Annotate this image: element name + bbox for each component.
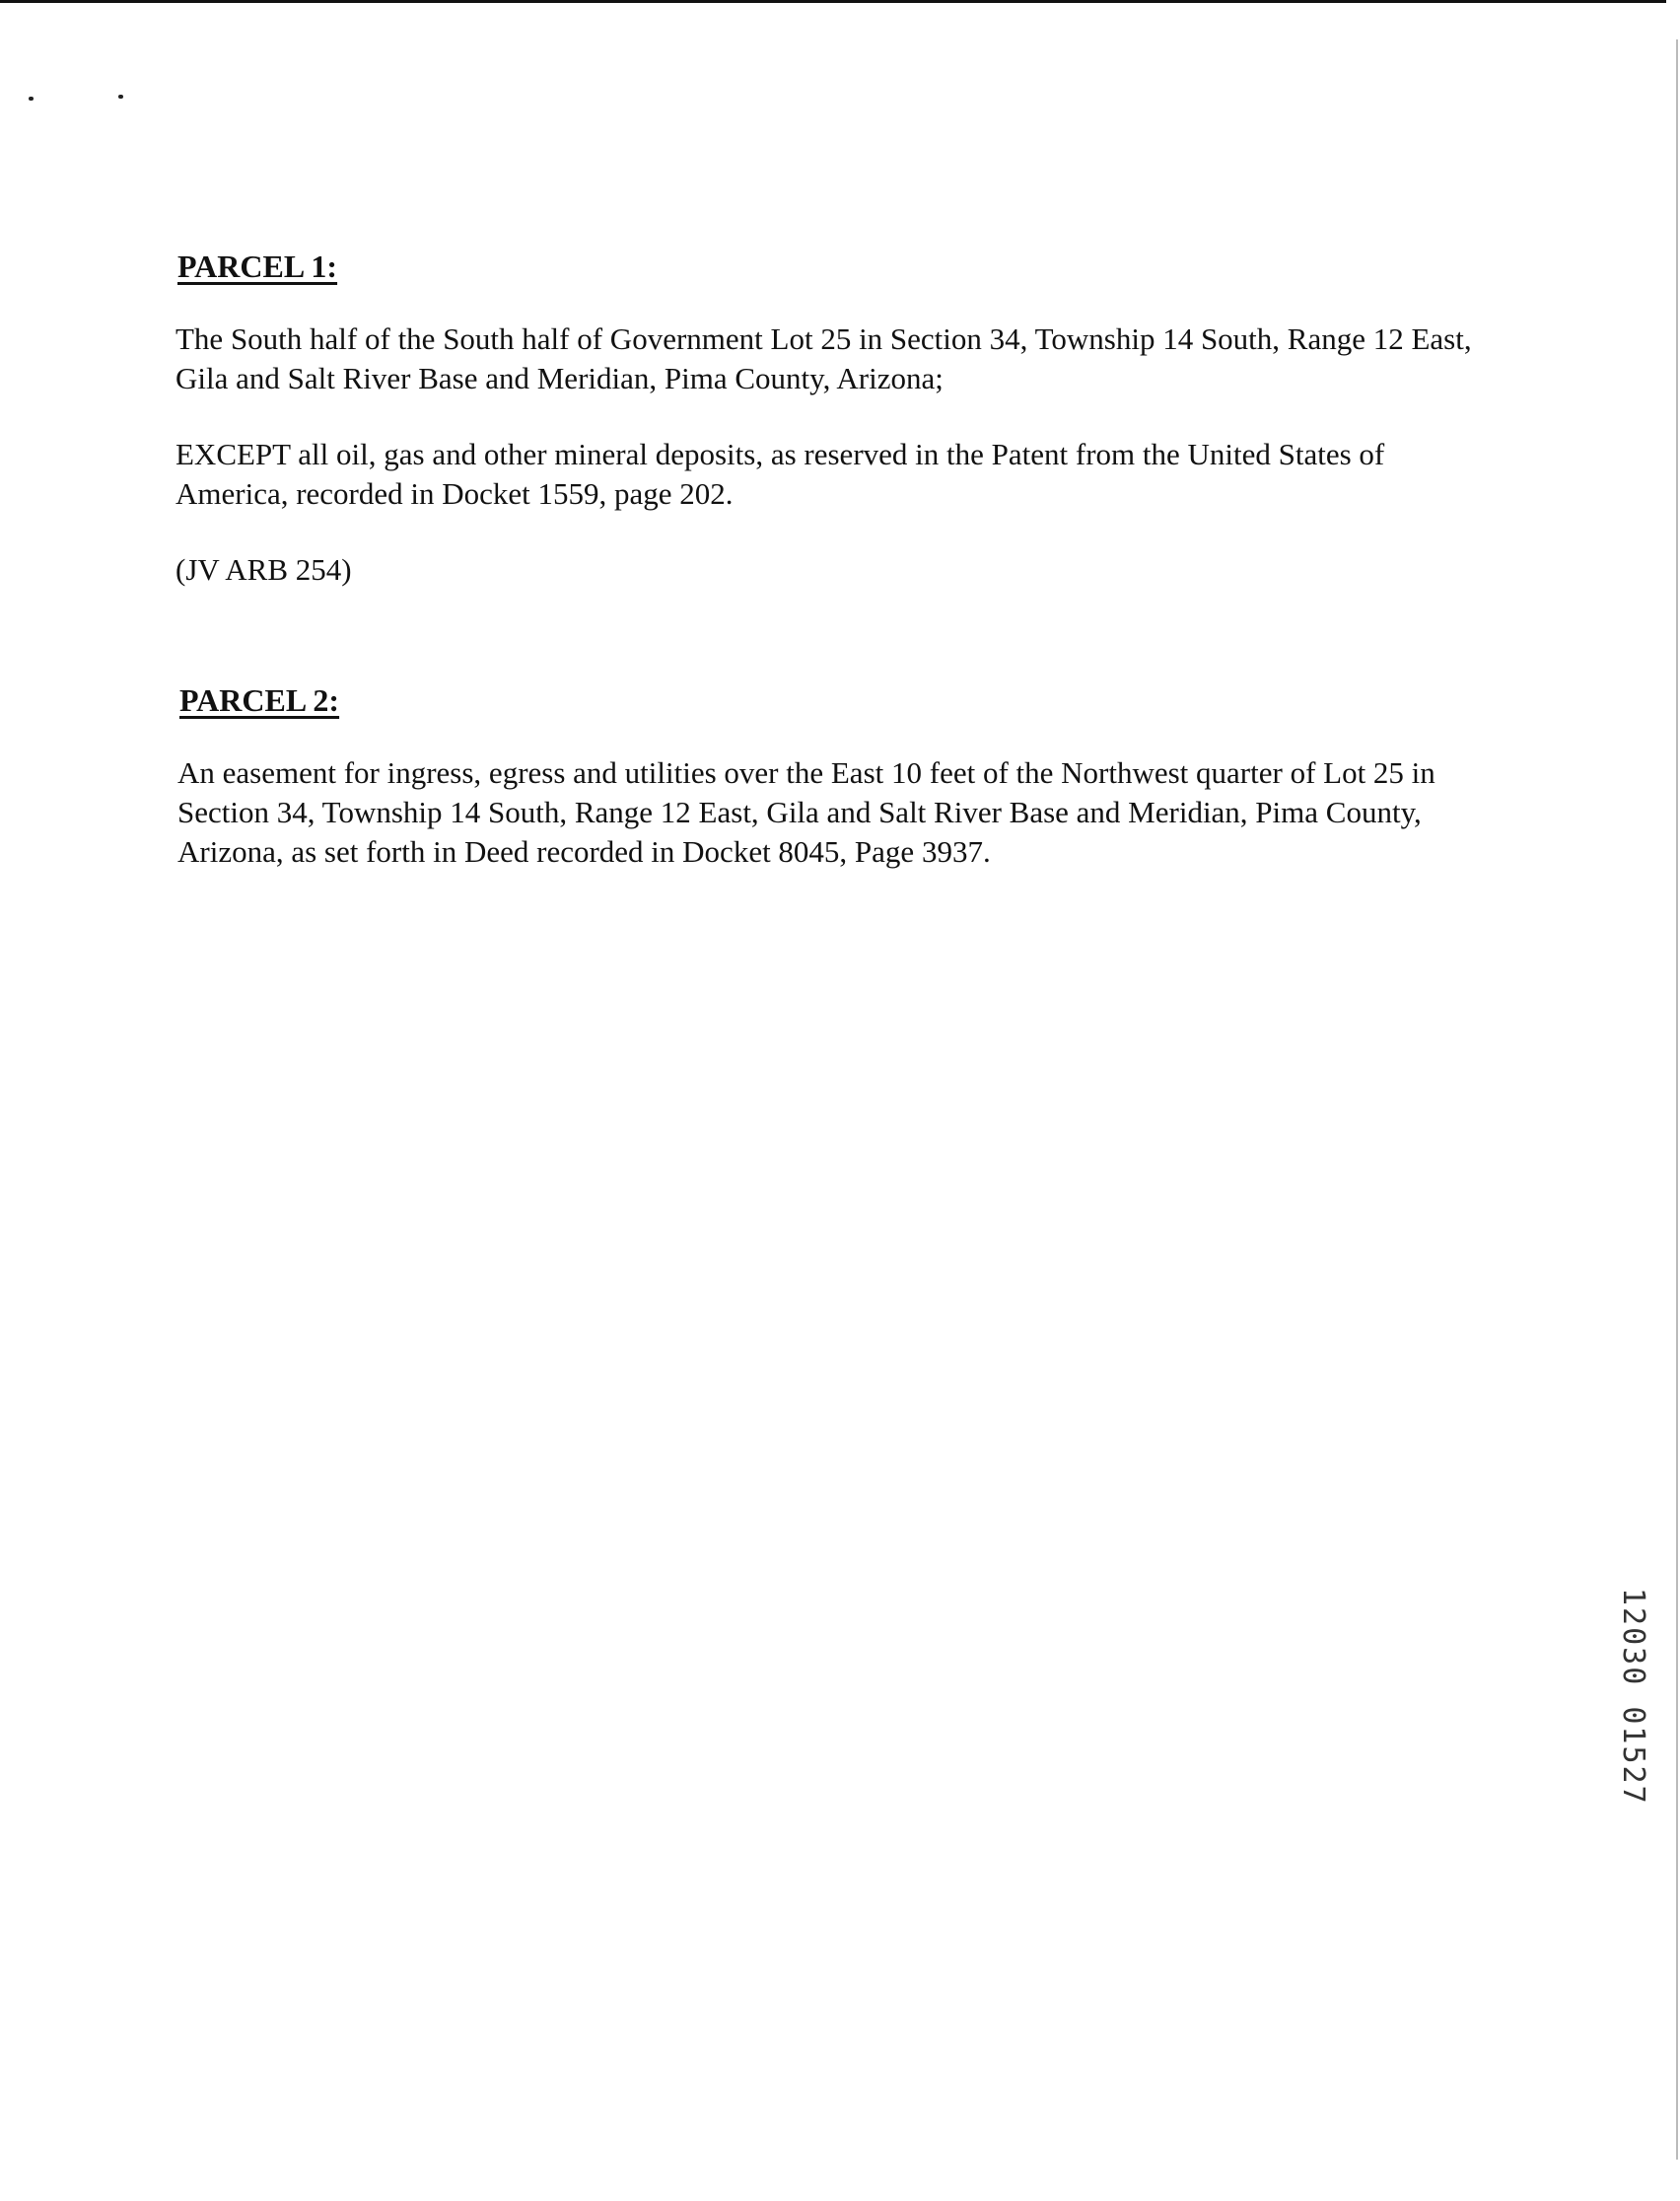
parcel-1-section <box>175 247 1497 626</box>
page-top-border <box>0 0 1666 3</box>
parcel-1-reference: (JV ARB 254) <box>175 552 352 587</box>
page-right-edge <box>1676 39 1678 2160</box>
parcel-2-heading: PARCEL 2: <box>179 682 340 718</box>
parcel-2-section <box>177 680 1499 908</box>
parcel-1-description: The South half of the South half of Government Lot 25 in Section 34, Township 14 South, Range 12 East, Gila and Salt River Base and Meridian, Pima County, Arizona; <box>175 321 1472 395</box>
recording-stamp-text: 12030 01527 <box>1616 1588 1650 1806</box>
recording-stamp <box>1617 1588 1656 1854</box>
scan-speck <box>29 97 34 101</box>
scan-speck <box>118 95 123 99</box>
parcel-1-heading: PARCEL 1: <box>177 248 338 284</box>
parcel-2-description: An easement for ingress, egress and utilities over the East 10 feet of the Northwest quarter of Lot 25 in Section 34, Township 14 South, Range 12 East, Gila and Salt River Base and Meridian, Pima County, Arizona, as set forth in Deed recorded in Docket 8045, Page 3937. <box>177 755 1435 869</box>
parcel-1-exception: EXCEPT all oil, gas and other mineral deposits, as reserved in the Patent from the United States of America, recorded in Docket 1559, page 202. <box>175 437 1385 511</box>
